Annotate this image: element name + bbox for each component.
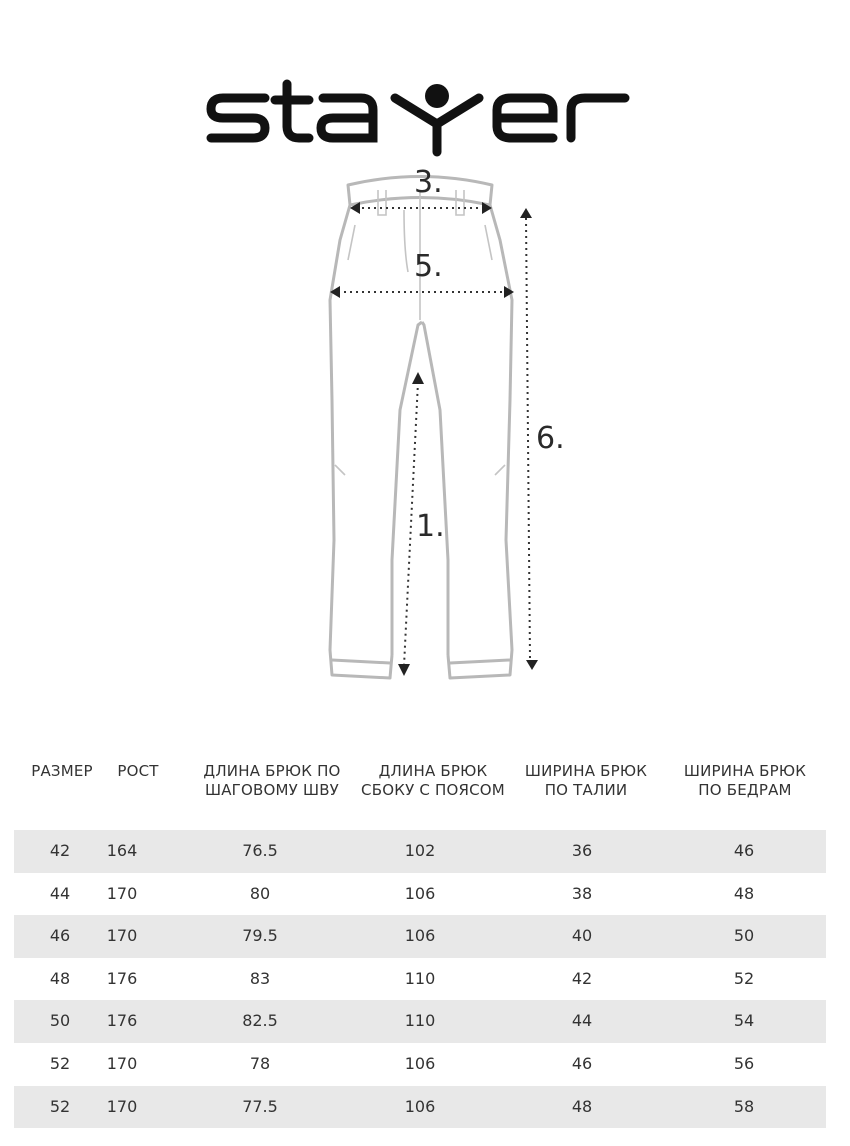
table-cell: 44 [49,883,71,903]
header-waist-width: ШИРИНА БРЮК ПО ТАЛИИ [524,762,648,799]
table-cell: 46 [733,841,755,860]
table-cell: 110 [404,968,436,988]
table-cell: 48 [733,883,755,903]
header-height: РОСТ [117,762,159,780]
table-cell: 42 [571,968,593,988]
table-cell: 164 [106,841,138,860]
table-cell: 78 [249,1053,271,1073]
crotch-length-label: 1. [416,509,445,544]
table-cell: 46 [49,926,71,946]
header-hip-width: ШИРИНА БРЮК ПО БЕДРАМ [683,762,807,799]
table-cell: 106 [404,883,436,903]
table-cell: 77.5 [242,1096,278,1116]
table-cell: 170 [106,1096,138,1116]
table-cell: 83 [249,968,271,988]
table-cell: 176 [106,1011,138,1031]
logo-graphic [205,78,635,158]
table-cell: 52 [733,968,755,988]
header-size: РАЗМЕР [31,762,93,780]
table-row [14,1000,826,1043]
table-cell: 50 [733,926,755,946]
table-cell: 82.5 [242,1011,278,1031]
table-cell: 106 [404,1096,436,1116]
table-cell: 106 [404,926,436,946]
table-cell: 106 [404,1053,436,1073]
table-cell: 36 [571,841,593,860]
size-table [14,830,826,1128]
header-side-length: ДЛИНА БРЮК СБОКУ С ПОЯСОМ [361,762,505,799]
table-cell: 79.5 [242,926,278,946]
table-cell: 102 [404,841,436,860]
table-row [14,1043,826,1086]
table-cell: 176 [106,968,138,988]
pants-measurement-diagram [300,160,600,690]
hips-label: 5. [414,249,443,284]
table-cell: 52 [49,1096,71,1116]
table-cell: 170 [106,1053,138,1073]
table-cell: 44 [571,1011,593,1031]
waist-label: 3. [414,165,443,200]
brand-logo [205,60,635,140]
table-row [14,1086,826,1129]
table-row [14,830,826,873]
table-cell: 170 [106,926,138,946]
table-cell: 48 [571,1096,593,1116]
size-table-header [0,762,850,822]
table-cell: 52 [49,1053,71,1073]
table-row [14,958,826,1001]
table-cell: 50 [49,1011,71,1031]
table-row [14,873,826,916]
table-cell: 54 [733,1011,755,1031]
header-inseam-length: ДЛИНА БРЮК ПО ШАГОВОМУ ШВУ [203,762,341,799]
table-cell: 76.5 [242,841,278,860]
table-cell: 38 [571,883,593,903]
table-cell: 40 [571,926,593,946]
table-cell: 56 [733,1053,755,1073]
table-cell: 42 [49,841,71,860]
side-length-label: 6. [536,421,565,456]
table-cell: 170 [106,883,138,903]
table-cell: 110 [404,1011,436,1031]
pants-details [335,190,505,475]
table-cell: 46 [571,1053,593,1073]
table-row [14,915,826,958]
table-cell: 58 [733,1096,755,1116]
table-cell: 80 [249,883,271,903]
table-cell: 48 [49,968,71,988]
